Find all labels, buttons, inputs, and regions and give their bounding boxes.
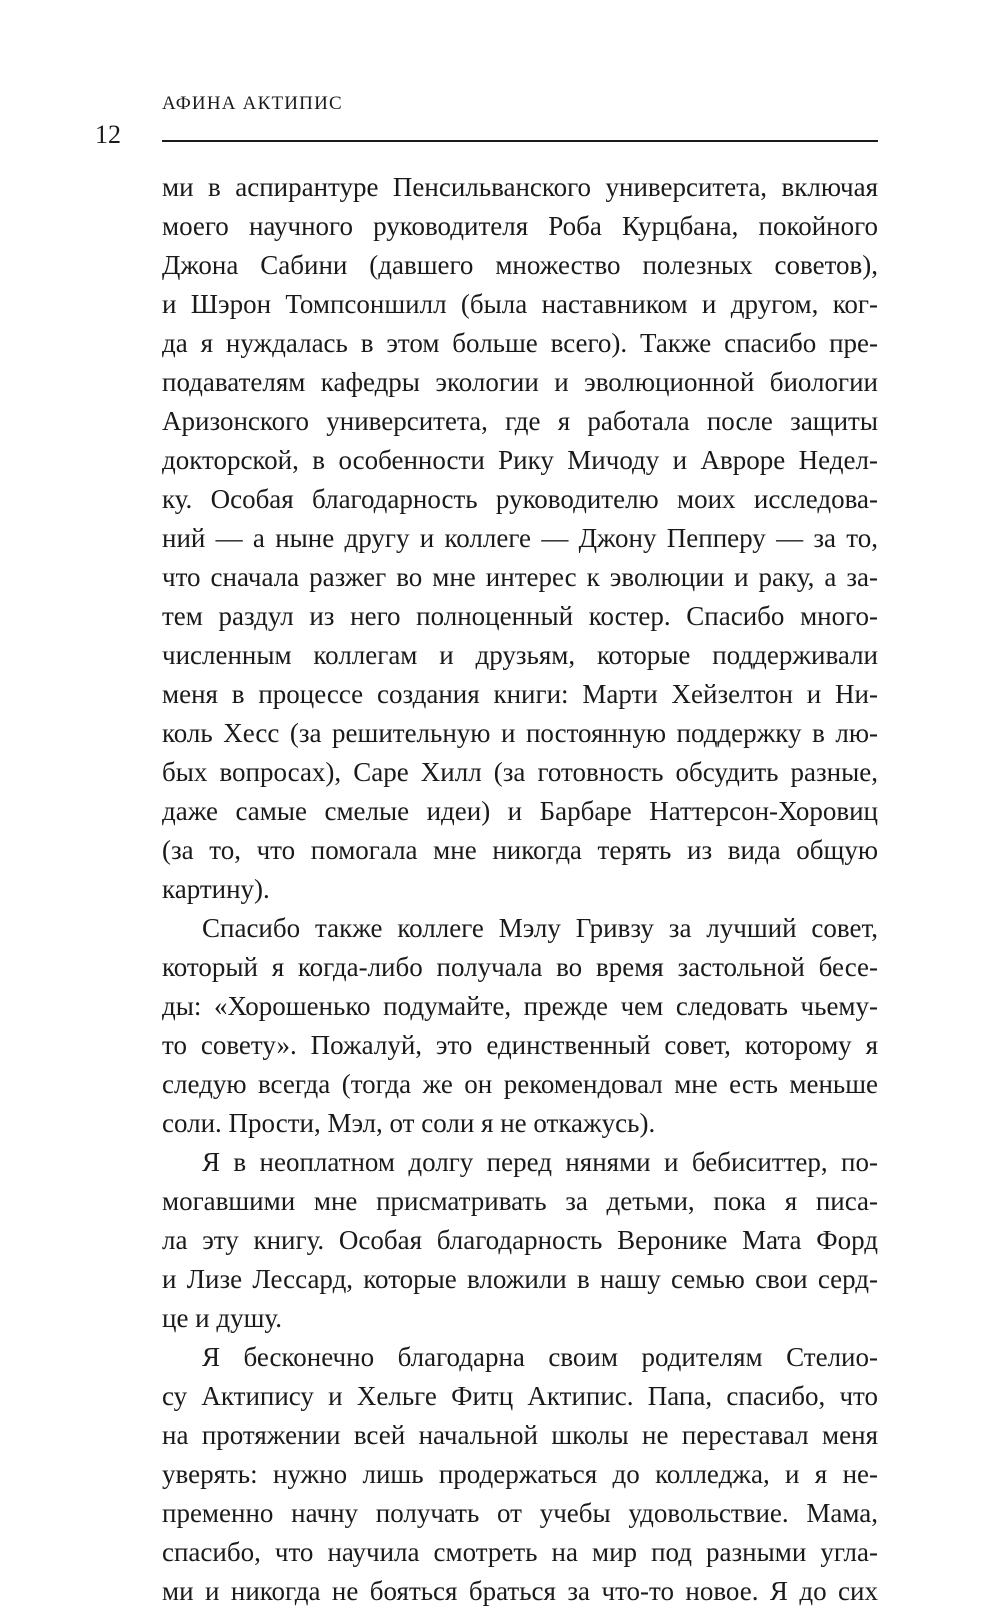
text-line: Я бесконечно благодарна своим родителям Стелио- <box>202 1342 878 1372</box>
page-number: 12 <box>95 120 121 149</box>
text-line: коль Хесс (за решительную и постоянную поддержку в лю- <box>162 718 878 748</box>
text-line: Спасибо также коллеге Мэлу Гривзу за лучший совет, <box>202 913 878 943</box>
text-line: ми и никогда не бояться браться за что-то новое. Я до сих <box>162 1576 878 1606</box>
text-line: ний — а ныне другу и коллеге — Джону Пепперу — за то, <box>162 523 878 553</box>
text-line: меня в процессе создания книги: Марти Хейзелтон и Ни- <box>162 679 878 709</box>
text-line: и Лизе Лессард, которые вложили в нашу семью свои серд- <box>162 1264 878 1294</box>
paragraph <box>162 168 878 909</box>
text-line: следую всегда (тогда же он рекомендовал мне есть меньше <box>162 1069 878 1099</box>
text-line: докторской, в особенности Рику Мичоду и Авроре Недел- <box>162 445 878 475</box>
text-line: даже самые смелые идеи) и Барбаре Наттерсон-Хоровиц <box>162 796 878 826</box>
text-line: на протяжении всей начальной школы не переставал меня <box>162 1420 878 1450</box>
body-text <box>162 168 878 1611</box>
text-line: (за то, что помогала мне никогда терять из вида общую <box>162 835 878 865</box>
text-line: уверять: нужно лишь продержаться до колледжа, и я не- <box>162 1459 878 1489</box>
text-line: и Шэрон Томпсоншилл (была наставником и другом, ког- <box>162 289 878 319</box>
text-line: подавателям кафедры экологии и эволюционной биологии <box>162 367 878 397</box>
text-line: моего научного руководителя Роба Курцбана, покойного <box>162 211 878 241</box>
text-line: це и душу. <box>162 1303 282 1333</box>
text-line: что сначала разжег во мне интерес к эволюции и раку, а за- <box>162 562 878 592</box>
paragraph <box>162 1143 878 1338</box>
text-line: могавшими мне присматривать за детьми, пока я писа- <box>162 1186 878 1216</box>
paragraph <box>162 909 878 1143</box>
text-line: ды: «Хорошенько подумайте, прежде чем следовать чьему- <box>162 991 878 1021</box>
text-line: численным коллегам и друзьям, которые поддерживали <box>162 640 878 670</box>
text-line: да я нуждалась в этом больше всего). Также спасибо пре- <box>162 328 878 358</box>
text-line: картину). <box>162 874 270 904</box>
text-line: ми в аспирантуре Пенсильванского университета, включая <box>162 172 878 202</box>
text-line: ла эту книгу. Особая благодарность Веронике Мата Форд <box>162 1225 878 1255</box>
text-line: Аризонского университета, где я работала после защиты <box>162 406 878 436</box>
text-line: бых вопросах), Саре Хилл (за готовность обсудить разные, <box>162 757 878 787</box>
text-line: Я в неоплатном долгу перед нянями и бебиситтер, по- <box>202 1147 878 1177</box>
text-line: который я когда-либо получала во время застольной бесе- <box>162 952 878 982</box>
header-rule <box>162 140 878 142</box>
running-head-author: АФИНА АКТИПИС <box>162 93 343 114</box>
text-line: пременно начну получать от учебы удовольствие. Мама, <box>162 1498 878 1528</box>
text-line: соли. Прости, Мэл, от соли я не откажусь). <box>162 1108 656 1138</box>
paragraph <box>162 1338 878 1611</box>
text-line: су Актипису и Хельге Фитц Актипис. Папа, спасибо, что <box>162 1381 878 1411</box>
text-line: то совету». Пожалуй, это единственный совет, которому я <box>162 1030 878 1060</box>
text-line: тем раздул из него полноценный костер. Спасибо много- <box>162 601 878 631</box>
text-line: Джона Сабини (давшего множество полезных советов), <box>162 250 878 280</box>
text-line: спасибо, что научила смотреть на мир под разными угла- <box>162 1537 878 1567</box>
text-line: ку. Особая благодарность руководителю моих исследова- <box>162 484 878 514</box>
